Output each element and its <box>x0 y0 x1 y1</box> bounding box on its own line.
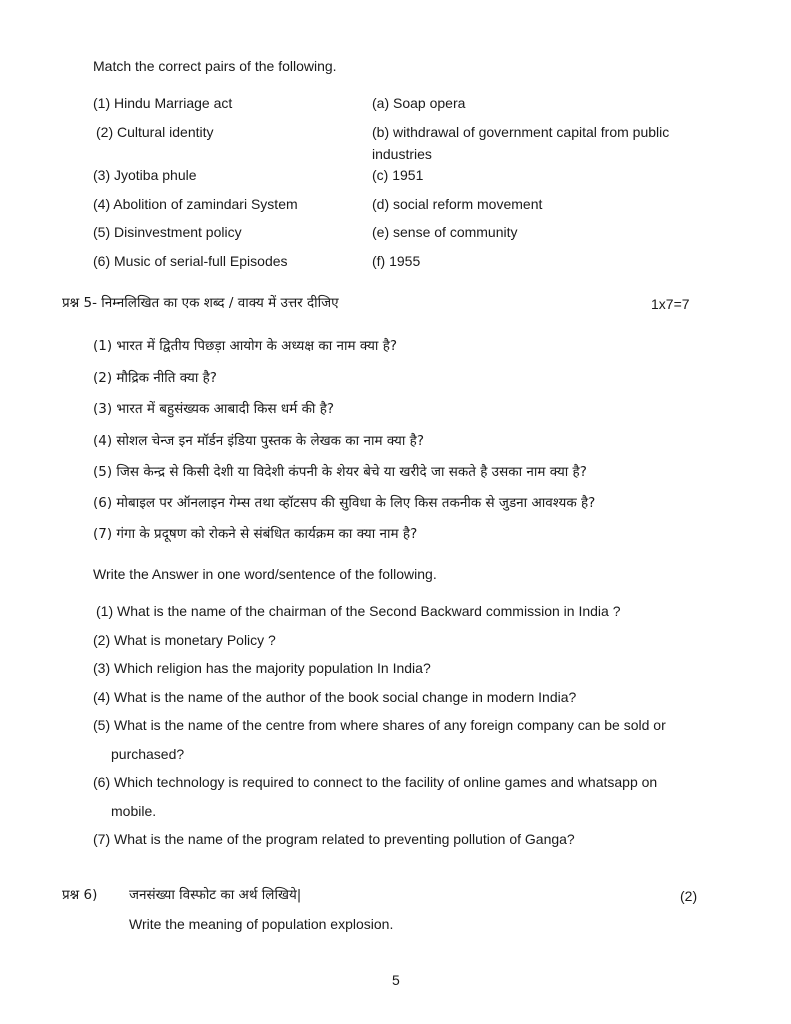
match-right-item-continuation: industries <box>372 146 432 162</box>
match-left-item: (1) Hindu Marriage act <box>93 95 233 111</box>
question5-item-english-continuation: purchased? <box>111 746 185 762</box>
match-right-item: (b) withdrawal of government capital from public <box>372 124 670 140</box>
question5-item-english: (5) What is the name of the centre from where shares of any foreign company can be sold or <box>93 717 666 733</box>
question5-item-english: (4) What is the name of the author of the book social change in modern India? <box>93 689 577 705</box>
question5-item-hindi: (3) भारत में बहुसंख्यक आबादी किस धर्म की है? <box>93 401 335 417</box>
page-number: 5 <box>392 972 400 988</box>
question6-text-hindi: जनसंख्या विस्फोट का अर्थ लिखिये| <box>129 887 302 903</box>
question5-item-english: (3) Which religion has the majority population In India? <box>93 660 431 676</box>
question5-item-english-continuation: mobile. <box>111 803 157 819</box>
match-right-item: (e) sense of community <box>372 224 518 240</box>
question6-label: प्रश्न 6) <box>62 887 98 903</box>
question5-item-english: (6) Which technology is required to connect to the facility of online games and whatsapp on <box>93 774 658 790</box>
match-right-item: (f) 1955 <box>372 253 421 269</box>
question5-item-hindi: (6) मोबाइल पर ऑनलाइन गेम्स तथा व्हॉटसप की सुविधा के लिए किस तकनीक से जुडना आवश्यक है? <box>93 495 596 511</box>
question5-item-hindi: (7) गंगा के प्रदूषण को रोकने से संबंधित कार्यक्रम का क्या नाम है? <box>93 526 418 542</box>
question5-item-english: (7) What is the name of the program related to preventing pollution of Ganga? <box>93 831 575 847</box>
question5-item-hindi: (1) भारत में द्वितीय पिछड़ा आयोग के अध्यक्ष का नाम क्या है? <box>93 338 398 354</box>
match-heading: Match the correct pairs of the following. <box>93 58 337 74</box>
question5-item-hindi: (2) मौद्रिक नीति क्या है? <box>93 370 217 386</box>
question5-item-hindi: (4) सोशल चेन्ज इन मॉर्डन इंडिया पुस्तक के लेखक का नाम क्या है? <box>93 433 424 449</box>
question6-marks: (2) <box>680 888 698 904</box>
question5-item-english: (1) What is the name of the chairman of the Second Backward commission in India ? <box>96 603 621 619</box>
match-left-item: (5) Disinvestment policy <box>93 224 242 240</box>
question5-item-english: (2) What is monetary Policy ? <box>93 632 276 648</box>
question5-heading-english: Write the Answer in one word/sentence of the following. <box>93 566 437 582</box>
question5-item-hindi: (5) जिस केन्द्र से किसी देशी या विदेशी कंपनी के शेयर बेचे या खरीदे जा सकते है उसका नाम क्या है? <box>93 464 587 480</box>
match-right-item: (d) social reform movement <box>372 196 543 212</box>
match-left-item: (6) Music of serial-full Episodes <box>93 253 288 269</box>
question5-marks: 1x7=7 <box>651 296 690 312</box>
match-right-item: (a) Soap opera <box>372 95 466 111</box>
match-left-item: (4) Abolition of zamindari System <box>93 196 298 212</box>
match-left-item: (2) Cultural identity <box>96 124 214 140</box>
match-right-item: (c) 1951 <box>372 167 424 183</box>
question5-heading-hindi: प्रश्न 5- निम्नलिखित का एक शब्द / वाक्य में उत्तर दीजिए <box>62 295 339 311</box>
question6-text-english: Write the meaning of population explosion. <box>129 916 394 932</box>
match-left-item: (3) Jyotiba phule <box>93 167 197 183</box>
